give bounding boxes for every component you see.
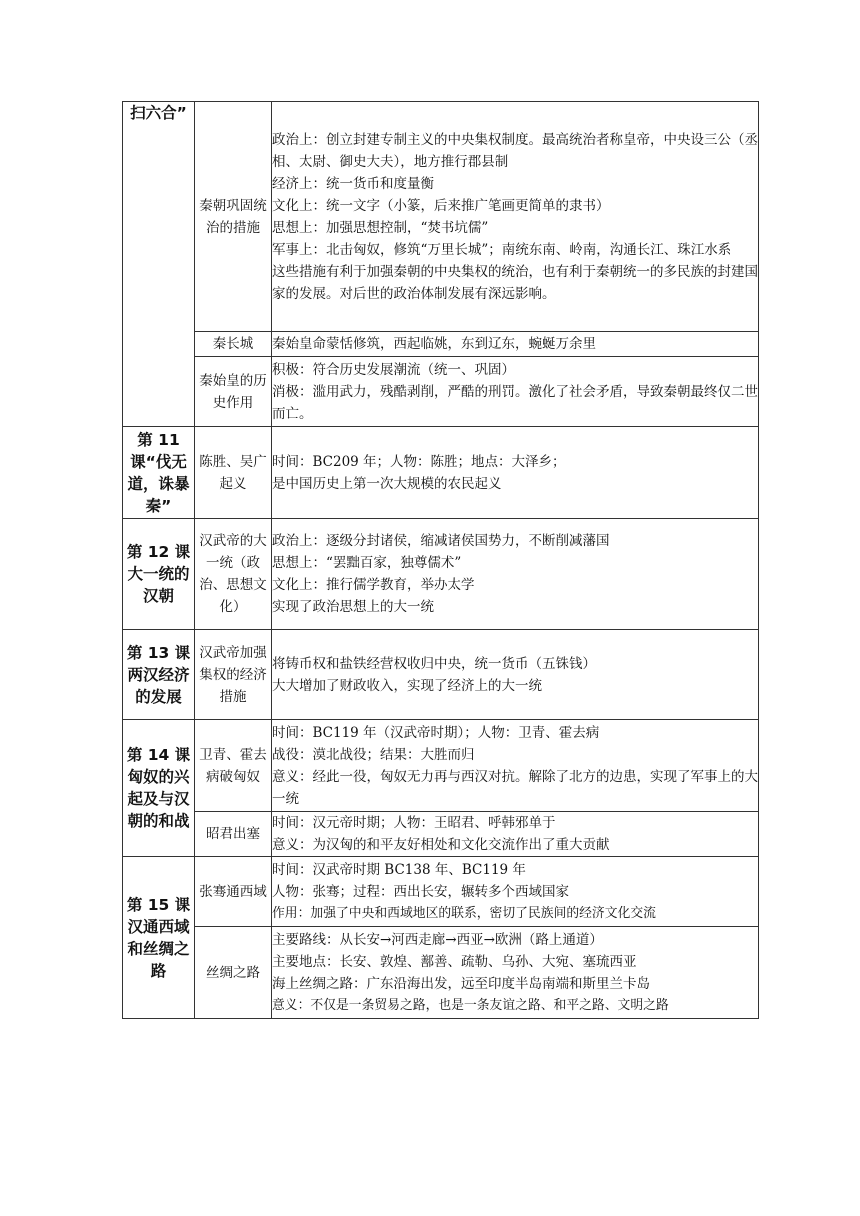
topic-cell: 汉武帝加强集权的经济措施 — [195, 630, 272, 720]
content-line: 将铸币权和盐铁经营权收归中央，统一货币（五铢钱） — [272, 655, 596, 672]
table-row — [123, 630, 759, 720]
topic-cell: 秦始皇的历史作用 — [195, 357, 272, 427]
table-row — [123, 720, 759, 812]
content-cell — [272, 927, 759, 1019]
content-line: 时间：BC119 年（汉武帝时期）；人物：卫青、霍去病 — [272, 724, 600, 741]
content-line: 实现了政治思想上的大一统 — [272, 599, 434, 615]
topic-cell: 陈胜、吴广起义 — [195, 427, 272, 519]
topic-cell: 秦朝巩固统治的措施 — [195, 102, 272, 332]
content-line: 这些措施有利于加强秦朝的中央集权的统治，也有利于秦朝统一的多民族的封建国家的发展。对后世的政治体制发展有深远影响。 — [272, 263, 758, 302]
table-row — [123, 332, 759, 357]
lesson-cell: 第 14 课匈奴的兴起及与汉朝的和战 — [123, 720, 195, 857]
content-line: 思想上：“罢黜百家，独尊儒术” — [272, 555, 462, 571]
table-row — [123, 519, 759, 630]
table-row — [123, 857, 759, 927]
topic-cell: 秦长城 — [195, 332, 272, 357]
content-line: 秦始皇命蒙恬修筑，西起临姚，东到辽东，蜿蜒万余里 — [272, 336, 596, 352]
content-line: 军事上：北击匈奴，修筑“万里长城”；南统东南、岭南，沟通长江、珠江水系 — [272, 241, 732, 258]
lesson-cell: 第 11 课“伐无道，诛暴秦” — [123, 427, 195, 519]
table-row — [123, 102, 759, 332]
content-line: 意义：不仅是一条贸易之路，也是一条友谊之路、和平之路、文明之路 — [272, 997, 669, 1013]
content-line: 时间：汉武帝时期 BC138 年、BC119 年 — [272, 861, 526, 878]
content-line: 思想上：加强思想控制，“焚书坑儒” — [272, 219, 489, 236]
lesson-cell: 第 12 课大一统的汉朝 — [123, 519, 195, 630]
content-cell — [272, 720, 759, 812]
topic-cell: 张骞通西域 — [195, 857, 272, 927]
content-line: 经济上：统一货币和度量衡 — [272, 175, 434, 192]
content-cell — [272, 857, 759, 927]
content-cell — [272, 102, 759, 332]
content-line: 积极：符合历史发展潮流（统一、巩固） — [272, 361, 515, 378]
content-line: 主要地点：长安、敦煌、鄯善、疏勒、乌孙、大宛、塞琉西亚 — [272, 953, 637, 970]
content-line: 文化上：推行儒学教育，举办太学 — [272, 577, 475, 593]
content-line: 政治上：逐级分封诸侯，缩减诸侯国势力，不断削减藩国 — [272, 533, 610, 549]
content-cell — [272, 357, 759, 427]
history-notes-table — [122, 101, 759, 1019]
content-cell — [272, 812, 759, 857]
lesson-cell: 第 13 课两汉经济的发展 — [123, 630, 195, 720]
topic-cell: 卫青、霍去病破匈奴 — [195, 720, 272, 812]
content-cell — [272, 630, 759, 720]
topic-cell: 汉武帝的大一统（政治、思想文化） — [195, 519, 272, 630]
content-line: 文化上：统一文字（小篆，后来推广笔画更简单的隶书） — [272, 197, 610, 214]
table-row — [123, 357, 759, 427]
content-line: 海上丝绸之路：广东沿海出发，远至印度半岛南端和斯里兰卡岛 — [272, 975, 650, 992]
content-line: 是中国历史上第一次大规模的农民起义 — [272, 475, 502, 492]
table-row — [123, 427, 759, 519]
table-row — [123, 812, 759, 857]
content-line: 时间：汉元帝时期；人物：王昭君、呼韩邪单于 — [272, 815, 556, 831]
topic-cell: 昭君出塞 — [195, 812, 272, 857]
content-cell — [272, 519, 759, 630]
content-line: 消极：滥用武力，残酷剥削，严酷的刑罚。激化了社会矛盾，导致秦朝最终仅二世而亡。 — [272, 383, 758, 422]
content-line: 人物：张骞；过程：西出长安，辗转多个西域国家 — [272, 883, 569, 900]
topic-cell: 丝绸之路 — [195, 927, 272, 1019]
content-line: 时间：BC209 年；人物：陈胜；地点：大泽乡； — [272, 453, 566, 470]
content-line: 大大增加了财政收入，实现了经济上的大一统 — [272, 677, 542, 694]
content-line: 政治上：创立封建专制主义的中央集权制度。最高统治者称皇帝，中央设三公（丞相、太尉、御史大夫），地方推行郡县制 — [272, 131, 758, 170]
content-line: 意义：为汉匈的和平友好相处和文化交流作出了重大贡献 — [272, 837, 610, 853]
lesson-cell: 扫六合” — [123, 102, 195, 427]
content-line: 意义：经此一役，匈奴无力再与西汉对抗。解除了北方的边患，实现了军事上的大一统 — [272, 768, 758, 807]
content-line: 作用：加强了中央和西域地区的联系，密切了民族间的经济文化交流 — [272, 905, 656, 921]
content-line: 战役：漠北战役；结果：大胜而归 — [272, 746, 475, 763]
content-line: 主要路线：从长安→河西走廊→西亚→欧洲（路上通道） — [272, 931, 603, 948]
lesson-cell: 第 15 课汉通西域和丝绸之路 — [123, 857, 195, 1019]
content-cell — [272, 427, 759, 519]
table-row — [123, 927, 759, 1019]
content-cell — [272, 332, 759, 357]
